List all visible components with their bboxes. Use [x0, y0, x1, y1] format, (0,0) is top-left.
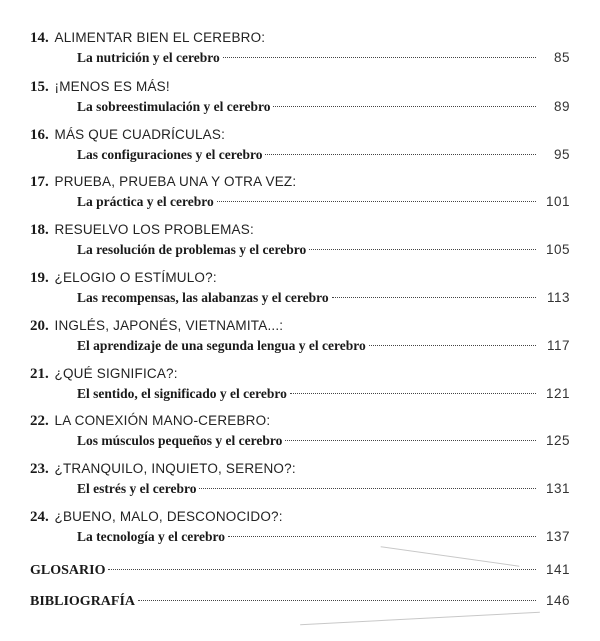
chapter-subtitle: La nutrición y el cerebro: [77, 50, 220, 65]
page-number: 105: [545, 242, 570, 257]
dot-leader: [369, 345, 536, 346]
chapter-title: RESUELVO LOS PROBLEMAS:: [54, 222, 254, 237]
chapter-number: 17.: [30, 174, 49, 190]
chapter-subline: [77, 240, 570, 260]
scan-artifact: [300, 612, 540, 626]
chapter-subtitle: El estrés y el cerebro: [77, 481, 197, 496]
dot-leader: [332, 297, 536, 298]
chapter-subtitle: Los músculos pequeños y el cerebro: [77, 433, 283, 448]
page-number: 113: [546, 290, 570, 305]
chapter-subtitle: El aprendizaje de una segunda lengua y el cerebro: [77, 338, 366, 353]
dot-leader: [265, 154, 536, 155]
chapter-subline: [77, 384, 570, 404]
glossary-label: GLOSARIO: [30, 563, 106, 578]
dot-leader: [309, 249, 536, 250]
chapter-number: 20.: [30, 318, 49, 334]
chapter-number: 19.: [30, 270, 49, 286]
toc-entry-24: [30, 507, 570, 547]
chapter-subtitle: La resolución de problemas y el cerebro: [77, 242, 307, 257]
chapter-subtitle: La sobreestimulación y el cerebro: [77, 99, 271, 114]
dot-leader: [223, 57, 536, 58]
chapter-title: INGLÉS, JAPONÉS, VIETNAMITA...:: [54, 318, 284, 333]
chapter-heading: [30, 507, 570, 527]
chapter-subtitle: La tecnología y el cerebro: [77, 529, 225, 544]
chapter-title: ¿BUENO, MALO, DESCONOCIDO?:: [54, 509, 283, 524]
dot-leader: [108, 569, 536, 570]
toc-entry-16: [30, 125, 570, 165]
page-number: 146: [545, 593, 570, 608]
toc-entry-18: [30, 220, 570, 260]
page-number: 85: [553, 50, 570, 65]
chapter-subline: [77, 145, 570, 165]
chapter-number: 24.: [30, 509, 49, 525]
toc-entry-17: [30, 172, 570, 212]
bibliography-line: [30, 591, 570, 611]
chapter-subline: [77, 97, 570, 117]
chapter-title: PRUEBA, PRUEBA UNA Y OTRA VEZ:: [54, 174, 297, 189]
bibliography-label: BIBLIOGRAFÍA: [30, 594, 136, 609]
chapter-number: 23.: [30, 461, 49, 477]
page-number: 117: [546, 338, 570, 353]
dot-leader: [290, 393, 536, 394]
glossary-line: [30, 560, 570, 580]
chapter-heading: [30, 77, 570, 97]
chapter-title: ALIMENTAR BIEN EL CEREBRO:: [54, 30, 266, 45]
chapter-heading: [30, 172, 570, 192]
dot-leader: [273, 106, 536, 107]
chapter-number: 21.: [30, 366, 49, 382]
toc-entry-21: [30, 364, 570, 404]
dot-leader: [217, 201, 536, 202]
chapter-number: 14.: [30, 30, 49, 46]
chapter-heading: [30, 220, 570, 240]
chapter-number: 18.: [30, 222, 49, 238]
page-number: 125: [545, 433, 570, 448]
toc-entry-20: [30, 316, 570, 356]
dot-leader: [285, 440, 536, 441]
toc-entry-14: [30, 28, 570, 68]
toc-entry-glossary: [30, 560, 570, 580]
chapter-heading: [30, 316, 570, 336]
page-number: 101: [545, 194, 570, 209]
chapter-subline: [77, 479, 570, 499]
page-number: 95: [553, 147, 570, 162]
chapter-title: MÁS QUE CUADRÍCULAS:: [54, 127, 226, 142]
toc-entry-19: [30, 268, 570, 308]
chapter-subline: [77, 288, 570, 308]
toc-entry-22: [30, 411, 570, 451]
chapter-subtitle: Las recompensas, las alabanzas y el cerebro: [77, 290, 329, 305]
chapter-subline: [77, 336, 570, 356]
chapter-heading: [30, 411, 570, 431]
chapter-subtitle: El sentido, el significado y el cerebro: [77, 386, 287, 401]
toc-entry-23: [30, 459, 570, 499]
chapter-heading: [30, 28, 570, 48]
page-number: 131: [545, 481, 570, 496]
dot-leader: [199, 488, 536, 489]
toc-entry-15: [30, 77, 570, 117]
chapter-number: 16.: [30, 127, 49, 143]
chapter-number: 15.: [30, 79, 49, 95]
dot-leader: [228, 536, 536, 537]
page-number: 137: [545, 529, 570, 544]
page-number: 121: [545, 386, 570, 401]
chapter-heading: [30, 268, 570, 288]
chapter-title: LA CONEXIÓN MANO-CEREBRO:: [54, 413, 271, 428]
chapter-title: ¿ELOGIO O ESTÍMULO?:: [54, 270, 217, 285]
chapter-subline: [77, 48, 570, 68]
page-number: 89: [553, 99, 570, 114]
chapter-title: ¡MENOS ES MÁS!: [54, 79, 170, 94]
chapter-number: 22.: [30, 413, 49, 429]
dot-leader: [138, 600, 536, 601]
chapter-subline: [77, 192, 570, 212]
chapter-subtitle: La práctica y el cerebro: [77, 194, 214, 209]
chapter-heading: [30, 364, 570, 384]
chapter-heading: [30, 459, 570, 479]
chapter-subline: [77, 527, 570, 547]
chapter-title: ¿QUÉ SIGNIFICA?:: [54, 366, 178, 381]
toc-entry-bibliography: [30, 591, 570, 611]
chapter-heading: [30, 125, 570, 145]
page-number: 141: [545, 562, 570, 577]
chapter-title: ¿TRANQUILO, INQUIETO, SERENO?:: [54, 461, 296, 476]
chapter-subline: [77, 431, 570, 451]
chapter-subtitle: Las configuraciones y el cerebro: [77, 147, 263, 162]
